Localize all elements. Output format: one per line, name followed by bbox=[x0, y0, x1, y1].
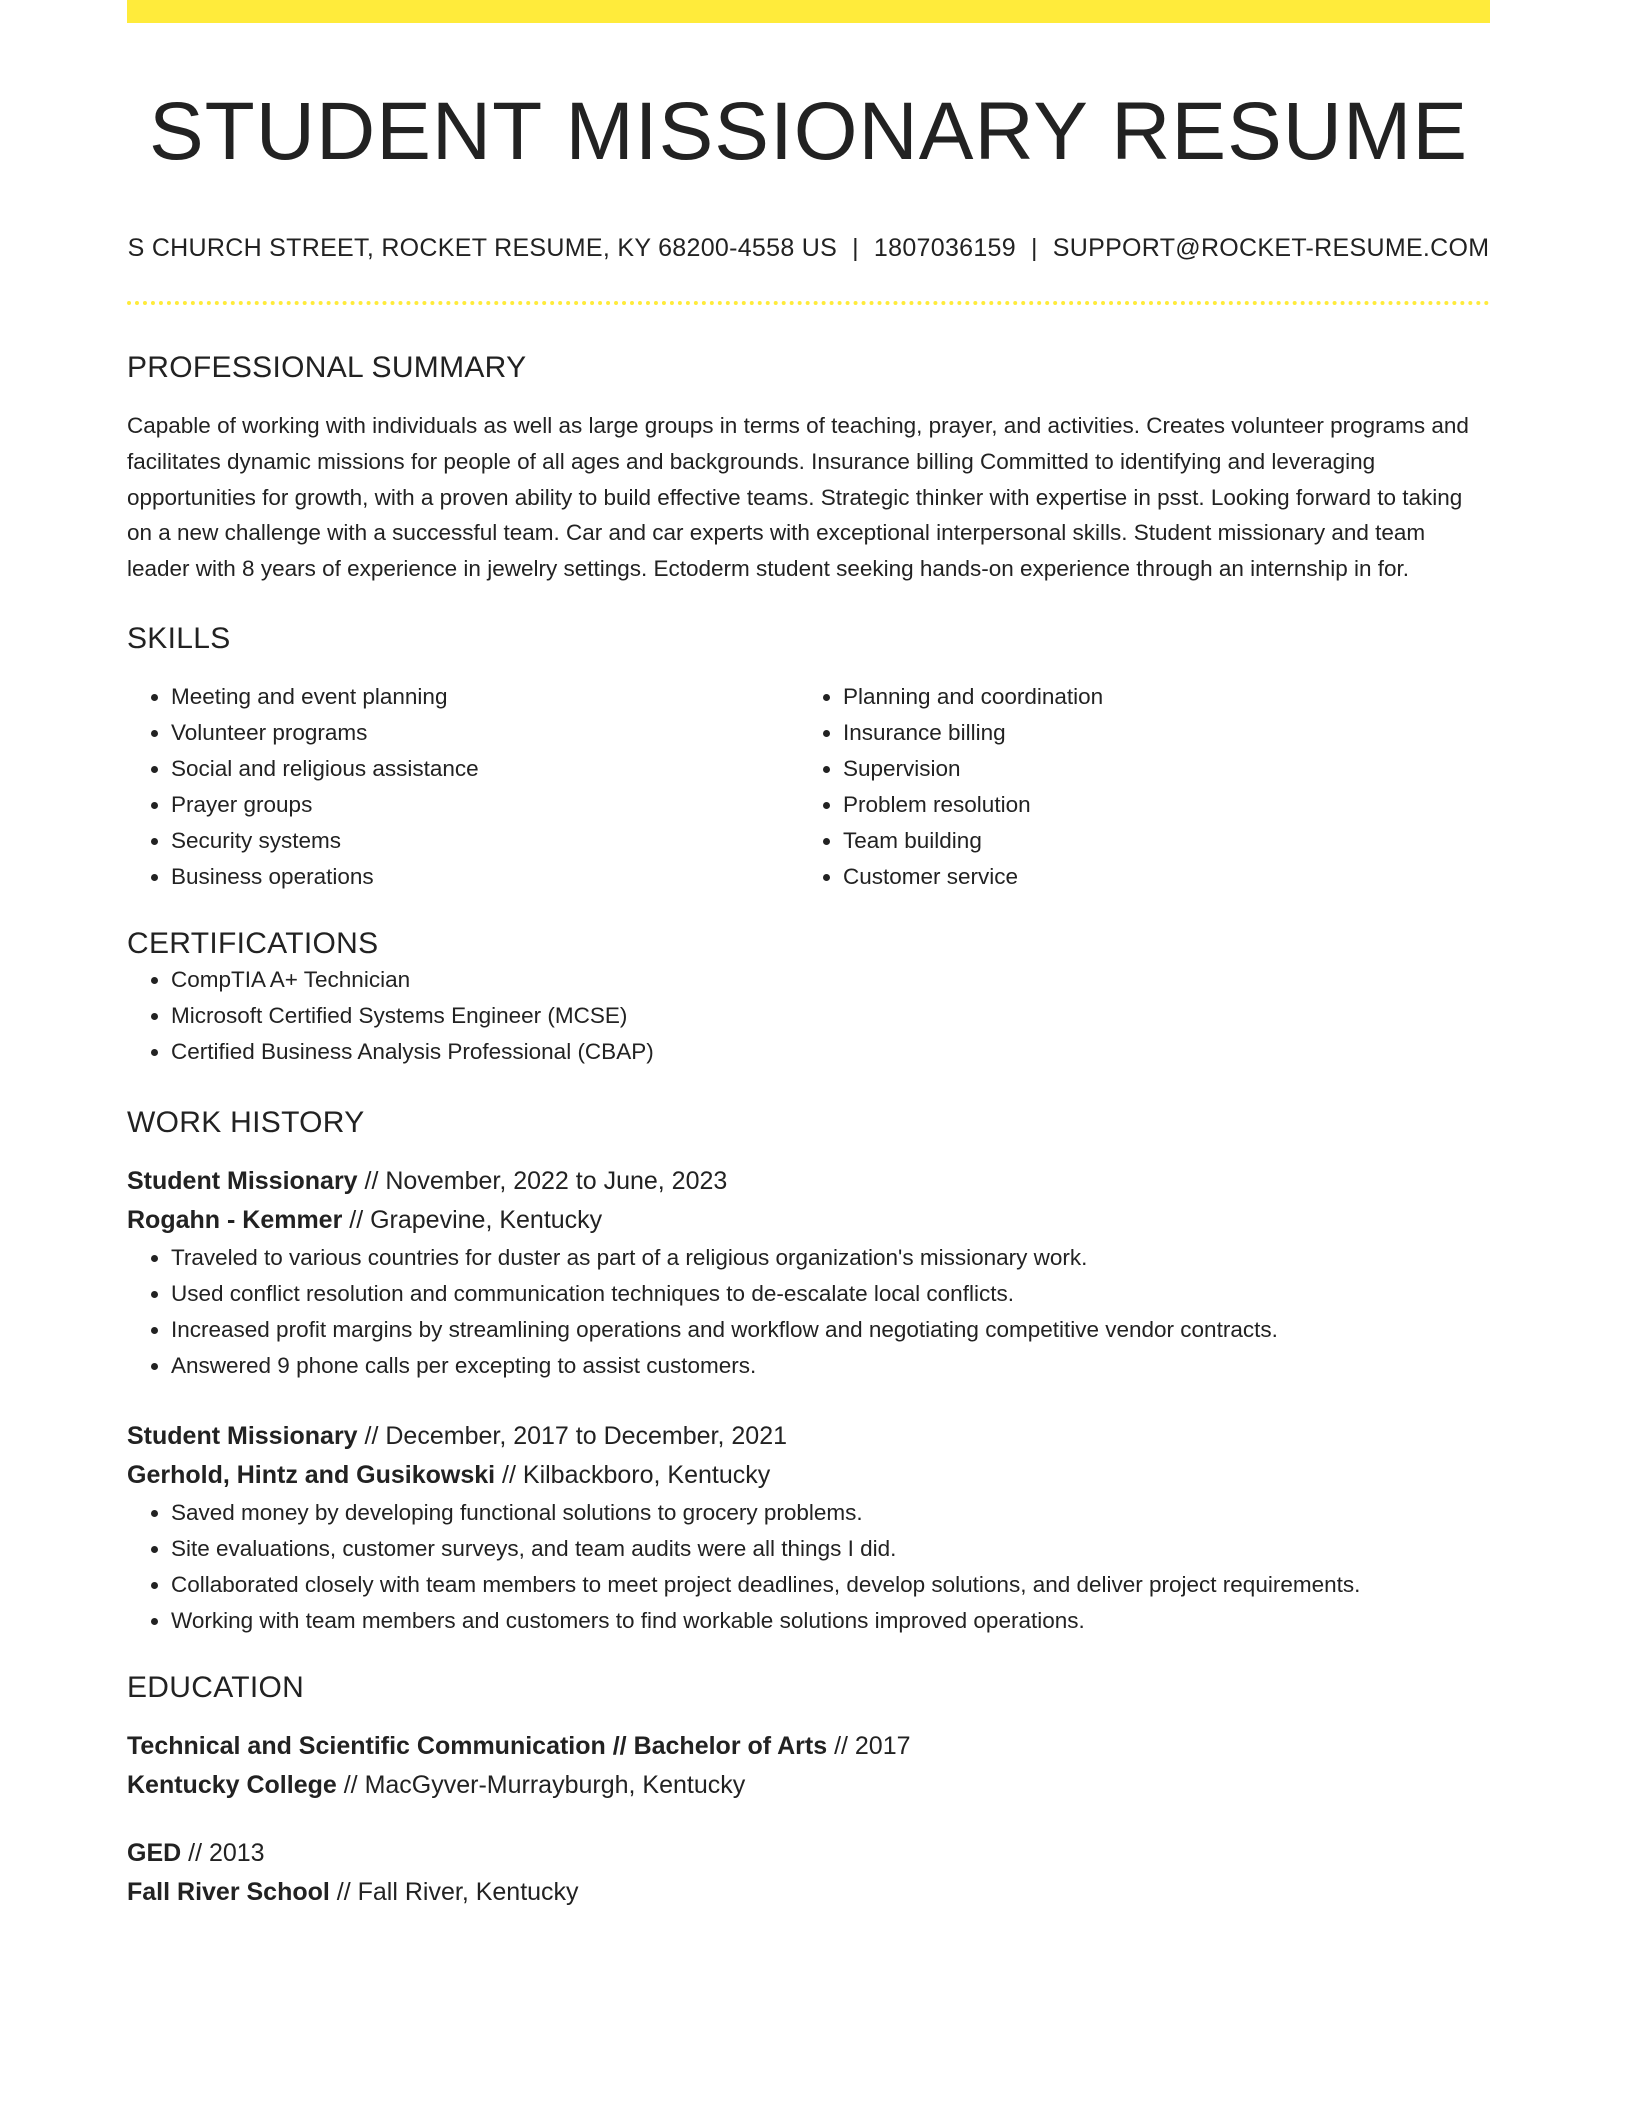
education-school-line bbox=[127, 1766, 1490, 1805]
job-duty: • Answered 9 phone calls per excepting to assist customers. bbox=[171, 1348, 1490, 1384]
skill-item: • Planning and coordination bbox=[843, 679, 1471, 715]
job-title-line bbox=[127, 1417, 1490, 1456]
skills-heading: SKILLS bbox=[127, 621, 231, 655]
job-employer-line bbox=[127, 1201, 1490, 1240]
contact-separator: | bbox=[1030, 234, 1038, 263]
skills-column-right bbox=[799, 679, 1471, 895]
skills-list-right bbox=[799, 679, 1471, 895]
certification-item: • Microsoft Certified Systems Engineer (MCSE) bbox=[171, 998, 1490, 1034]
job-duty: • Collaborated closely with team members to meet project deadlines, develop solutions, and deliver project requirements. bbox=[171, 1567, 1490, 1603]
skill-item: • Problem resolution bbox=[843, 787, 1471, 823]
job-duty: • Working with team members and customers to find workable solutions improved operations. bbox=[171, 1603, 1490, 1639]
summary-text: Capable of working with individuals as well as large groups in terms of teaching, prayer, and activities. Creates volunteer programs and facilitates dynamic missions for people of all ages and backgrounds. Insurance billing Committed to identifying and leveraging opportunities for growth, with a proven ability to build effective teams. Strategic thinker with expertise in psst. Looking forward to taking on a new challenge with a successful team. Car and car experts with exceptional interpersonal skills. Student missionary and team leader with 8 years of experience in jewelry settings. Ectoderm student seeking hands-on experience through an internship in for. bbox=[127, 413, 1469, 582]
job-duty: • Traveled to various countries for duster as part of a religious organization's missionary work. bbox=[171, 1240, 1490, 1276]
job-title-line bbox=[127, 1162, 1490, 1201]
summary-heading: PROFESSIONAL SUMMARY bbox=[127, 351, 527, 385]
job-duty: • Site evaluations, customer surveys, and team audits were all things I did. bbox=[171, 1531, 1490, 1567]
contact-line bbox=[127, 233, 1490, 263]
job-role: Student Missionary bbox=[127, 1166, 358, 1195]
education-school: Kentucky College bbox=[127, 1770, 337, 1799]
education-year: // 2017 bbox=[827, 1731, 911, 1760]
skill-item: • Volunteer programs bbox=[171, 715, 799, 751]
job-company: Rogahn - Kemmer bbox=[127, 1205, 343, 1234]
education-location: // MacGyver-Murrayburgh, Kentucky bbox=[336, 1770, 746, 1799]
education-location: // Fall River, Kentucky bbox=[329, 1877, 579, 1906]
job-duty: • Increased profit margins by streamlining operations and workflow and negotiating competitive vendor contracts. bbox=[171, 1312, 1490, 1348]
skill-item: • Business operations bbox=[171, 859, 799, 895]
skill-item: • Supervision bbox=[843, 751, 1471, 787]
work-history-heading: WORK HISTORY bbox=[127, 1105, 365, 1139]
skill-item: • Meeting and event planning bbox=[171, 679, 799, 715]
education-year: // 2013 bbox=[181, 1838, 265, 1867]
job-duty: • Used conflict resolution and communication techniques to de-escalate local conflicts. bbox=[171, 1276, 1490, 1312]
certifications-list bbox=[127, 962, 1490, 1070]
dotted-divider bbox=[127, 301, 1490, 305]
education-school: Fall River School bbox=[127, 1877, 330, 1906]
job-company: Gerhold, Hintz and Gusikowski bbox=[127, 1460, 496, 1489]
skills-list-left bbox=[127, 679, 799, 895]
certifications-heading: CERTIFICATIONS bbox=[127, 926, 379, 960]
education-degree-line bbox=[127, 1727, 1490, 1766]
contact-address: S CHURCH STREET, ROCKET RESUME, KY 68200-4558 US bbox=[127, 234, 838, 263]
certification-item: • CompTIA A+ Technician bbox=[171, 962, 1490, 998]
education-degree-line bbox=[127, 1834, 1490, 1873]
job-location: // Grapevine, Kentucky bbox=[342, 1205, 603, 1234]
certification-item: • Certified Business Analysis Professional (CBAP) bbox=[171, 1034, 1490, 1070]
education-school-line bbox=[127, 1873, 1490, 1912]
contact-separator: | bbox=[852, 234, 859, 263]
education-degree: Technical and Scientific Communication // Bachelor of Arts bbox=[127, 1731, 828, 1760]
skill-item: • Security systems bbox=[171, 823, 799, 859]
skill-item: • Social and religious assistance bbox=[171, 751, 799, 787]
resume-title: STUDENT MISSIONARY RESUME bbox=[148, 86, 1469, 177]
skills-column-left bbox=[127, 679, 799, 895]
job-location: // Kilbackboro, Kentucky bbox=[495, 1460, 771, 1489]
contact-email: SUPPORT@ROCKET-RESUME.COM bbox=[1052, 234, 1490, 263]
job-dates: // November, 2022 to June, 2023 bbox=[357, 1166, 728, 1195]
skill-item: • Customer service bbox=[843, 859, 1471, 895]
job-employer-line bbox=[127, 1456, 1490, 1495]
education-heading: EDUCATION bbox=[127, 1670, 305, 1704]
job-dates: // December, 2017 to December, 2021 bbox=[357, 1421, 788, 1450]
job-duties-list bbox=[127, 1495, 1490, 1639]
contact-phone: 1807036159 bbox=[873, 234, 1016, 263]
job-duties-list bbox=[127, 1240, 1490, 1384]
skill-item: • Insurance billing bbox=[843, 715, 1471, 751]
education-degree: GED bbox=[127, 1838, 182, 1867]
skill-item: • Prayer groups bbox=[171, 787, 799, 823]
job-duty: • Saved money by developing functional solutions to grocery problems. bbox=[171, 1495, 1490, 1531]
skill-item: • Team building bbox=[843, 823, 1471, 859]
job-role: Student Missionary bbox=[127, 1421, 358, 1450]
accent-bar bbox=[127, 0, 1490, 23]
resume-content bbox=[127, 23, 1490, 1912]
skills-grid bbox=[127, 679, 1490, 895]
